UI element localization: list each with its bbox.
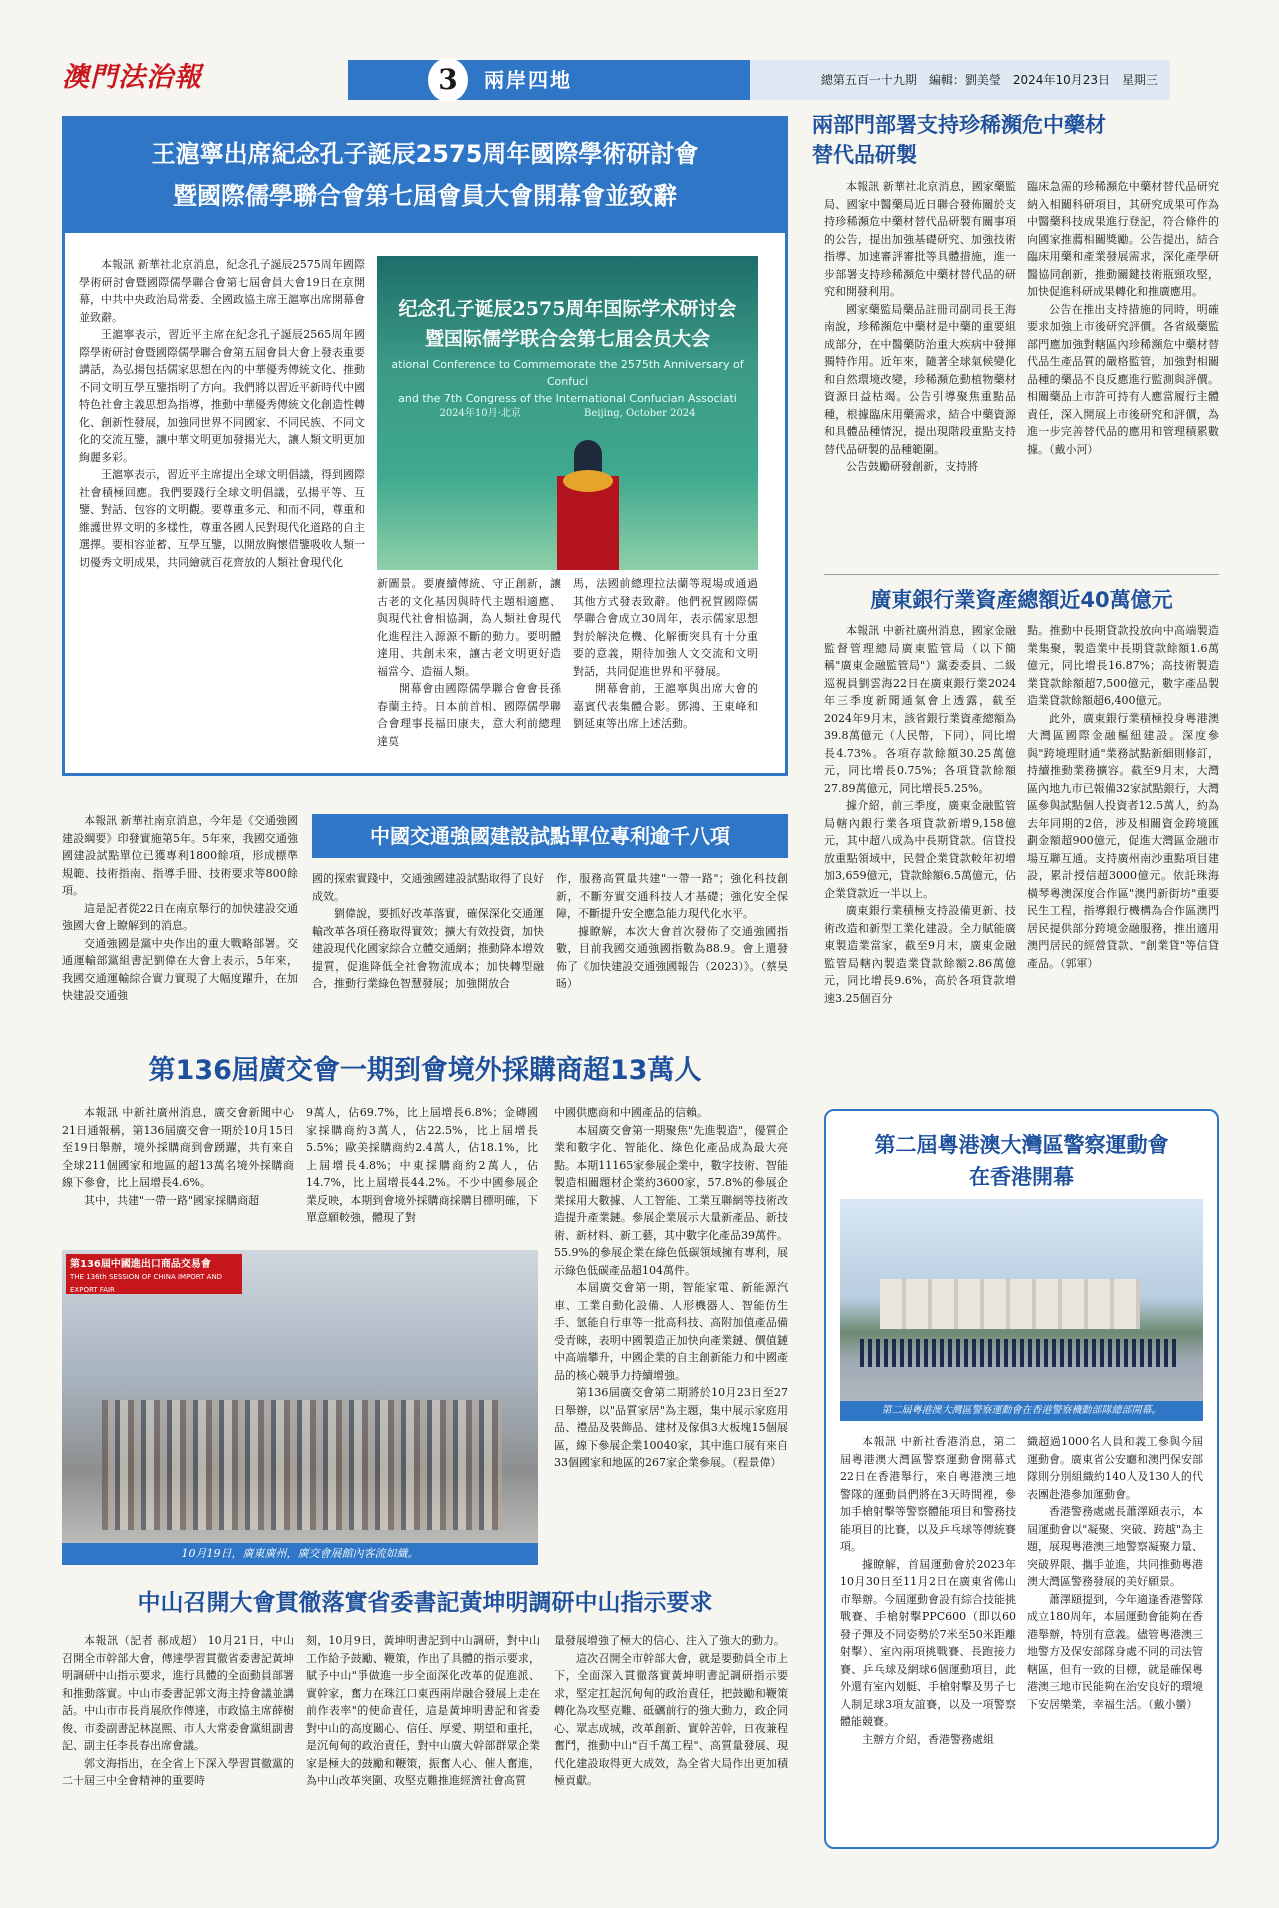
paragraph: 交通強國是黨中央作出的重大戰略部署。交通運輸部黨組書記劉偉在大會上表示，5年來，我國交通運輸綜合實力實現了大幅度躍升，在加快建設交通強 — [62, 936, 298, 1002]
article-fair-col-3 — [554, 1104, 788, 1570]
headline-line-2: 替代品研製 — [812, 143, 917, 167]
paragraph: 據介紹，前三季度，廣東金融監管局轄內銀行業各項貸款新增9,158億元，其中超八成為中長期貸款。信貸投放重點領域中，民營企業貸款較年初增加3,659億元，貸款餘額6.5萬億元，佔企業貸款近一半以上。 — [824, 799, 1016, 900]
paragraph: 郭文海指出，在全省上下深入學習貫徹黨的二十屆三中全會精神的重要時 — [62, 1756, 294, 1787]
issue-info: 總第五百一十九期 編輯：劉美瑩 2024年10月23日 星期三 — [820, 73, 1158, 87]
paragraph: 織超過1000名人員和義工參與今屆運動會。廣東省公安廳和澳門保安部隊則分別組織約140人及130人的代表團赴港參加運動會。 — [1027, 1435, 1203, 1501]
paragraph: 本屆廣交會第一期，智能家電、新能源汽車、工業自動化設備、人形機器人、智能仿生手、氫能自行車等一批高科技、高附加值產品備受青睞，表明中國製造正加快向產業鏈、價值鏈中高端攀升，中國企業的自主創新能力和中國產品的核心競爭力持續增強。 — [554, 1281, 788, 1382]
headline-line-1: 王滬寧出席紀念孔子誕辰2575周年國際學術研討會 — [151, 140, 699, 168]
headline-canton-fair: 第136屆廣交會一期到會境外採購商超13萬人 — [148, 1055, 702, 1086]
article-police-col-1 — [840, 1433, 1016, 1839]
article-medicine-col-1 — [824, 178, 1016, 564]
article-fair-col-2 — [306, 1104, 538, 1244]
conference-photo — [377, 256, 758, 570]
canton-fair-photo — [62, 1250, 538, 1565]
headline-line-2: 暨國際儒學聯合會第七屆會員大會開幕會並致辭 — [173, 182, 677, 210]
paragraph: 刻，10月9日，黃坤明書記到中山調研，對中山工作給予鼓勵、鞭策，作出了具體的指示要求，賦予中山"爭做進一步全面深化改革的促進派、實幹家，奮力在珠江口東西兩岸融合發展上走在前作表率"的使命責任，這是黃坤明書記和省委對中山的高度關心、信任、厚愛、期望和重托，是沉甸甸的政治責任，對中山廣大幹部群眾企業家是極大的鼓勵和鞭策，振奮人心、催人奮進，為中山改革突圍、攻堅克難推進經濟社會高質 — [306, 1634, 540, 1787]
paragraph: 主辦方介紹，香港警務處組 — [862, 1732, 994, 1746]
divider — [824, 574, 1219, 575]
page-number: 3 — [428, 58, 468, 102]
paragraph: 香港警務處處長蕭澤頤表示，本屆運動會以"凝聚、突破、跨越"為主題，展現粵港澳三地警察凝聚力量、突破界限、攜手並進，共同推動粵港澳大灣區警務發展的美好願景。 — [1027, 1505, 1203, 1588]
photo-caption: 第二屆粵港澳大灣區警察運動會在香港警察機動部隊總部開幕。 — [840, 1401, 1203, 1421]
paragraph: 國的探索實踐中，交通強國建設試點取得了良好成效。 — [312, 872, 544, 903]
headline-line-1: 第二屆粵港澳大灣區警察運動會 — [874, 1133, 1169, 1157]
photo-banner-date — [377, 404, 758, 419]
article-police-col-2 — [1027, 1433, 1203, 1839]
paragraph: 臨床急需的珍稀瀕危中藥材替代品研究納入相關科研項目，其研究成果可作為中醫藥科技成果進行登記，符合條件的向國家推薦相關獎勵。公告提出，結合臨床用藥和產業發展需求，深化產學研醫協同創新，推動關鍵技術瓶頸攻堅，加快促進科研成果轉化和推廣應用。 — [1027, 180, 1219, 298]
paragraph: 第136屆廣交會第二期將於10月23日至27日舉辦，以"品質家居"為主題，集中展示家庭用品、禮品及裝飾品、建材及傢俱3大板塊15個展區，線下參展企業10040家，其中進口展有來自33個國家和地區的267家企業參展。（程景偉） — [554, 1386, 788, 1469]
paragraph: 國家藥監局藥品註冊司副司長王海南說，珍稀瀕危中藥材是中藥的重要組成部分，在中醫藥防治重大疾病中發揮獨特作用。近年來，隨著全球氣候變化和自然環境改變，珍稀瀕危動植物藥材資源日益枯竭。公告引導聚焦重點品種，根據臨床用藥需求，結合中藥資源和具體品種情況，提出現階段重點支持替代品研製的品種範圍。 — [824, 302, 1016, 456]
building-illustration — [880, 1279, 1140, 1329]
paragraph: 本報訊 中新社廣州消息，廣交會新聞中心21日通報稱，第136屆廣交會一期於10月15日至19日舉辦，境外採購商到會踴躍，共有來自全球211個國家和地區的超13萬名境外採購商線下參會，比上屆增長4.6%。 — [62, 1106, 294, 1189]
photo-banner-en — [377, 356, 758, 407]
crowd-illustration — [102, 1400, 502, 1530]
paragraph: 開幕會前，王滬寧與出席大會的嘉賓代表集體合影。鄧鴻、王東峰和劉延東等出席上述活動。 — [573, 682, 758, 730]
paragraph: 中國供應商和中國產品的信賴。 — [554, 1106, 708, 1119]
paragraph: 馬，法國前總理拉法蘭等現場或通過其他方式發表致辭。他們祝賀國際儒學聯合會成立30周年，表示儒家思想對於解決危機、化解衝突具有十分重要的意義，期待加強人文交流和文明對話，共同促進世界和平發展。 — [573, 577, 758, 678]
paragraph: 其中，共建"一帶一路"國家採購商超 — [84, 1193, 260, 1207]
paragraph: 作，服務高質量共建"一帶一路"；強化科技創新，不斷夯實交通科技人才基礎；強化安全保障，不斷提升安全應急能力現代化水平。 — [556, 872, 788, 920]
photo-caption: 10月19日，廣東廣州，廣交會展館內客流如織。 — [62, 1543, 538, 1565]
paragraph: 王滬寧表示，習近平主席在紀念孔子誕辰2565周年國際學術研討會暨國際儒學聯合會第五屆會員大會上發表重要講話，為弘揚包括儒家思想在內的中華優秀傳統文化、推動不同文明互學互鑒指明了方向。我們將以習近平新時代中國特色社會主義思想為指導，推動中華優秀傳統文化創造性轉化、創新性發展，加強同世界不同國家、不同民族、不同文化的交流互鑒，讓中華文明更加發揚光大，讓人類文明更加絢麗多彩。 — [79, 328, 365, 464]
article-zhongshan-col-2 — [306, 1632, 540, 1862]
headline-zhongshan: 中山召開大會貫徹落實省委書記黃坤明調研中山指示要求 — [137, 1590, 713, 1616]
paragraph: 本報訊 新華社北京消息，國家藥監局、國家中醫藥局近日聯合發佈關於支持珍稀瀕危中藥材替代品研製有關事項的公告，提出加強基礎研究、加強技術指導、加速審評審批等具體措施，進一步部署支持珍稀瀕危中藥材替代品的研究和開發利用。 — [824, 180, 1016, 298]
article-fair-col-1 — [62, 1104, 294, 1244]
headline-guangdong-banking: 廣東銀行業資產總額近40萬億元 — [870, 588, 1173, 612]
banner-cn-line-1: 纪念孔子诞辰2575周年国际学术研讨会 — [398, 298, 737, 320]
banner-en-line-2: and the 7th Congress of the International Confucian Associati — [398, 392, 737, 405]
banner-date-en: Beijing, October 2024 — [584, 408, 696, 419]
newspaper-logo: 澳門法治報 — [62, 62, 202, 93]
paragraph: 據瞭解，首屆運動會於2023年10月30日至11月2日在廣東省佛山市舉辦。今屆運動會設有綜合技能挑戰賽、手槍射擊PPC600（即以60發子彈及不同姿勢於7米至50米距離射擊）、室內兩項挑戰賽、長跑接力賽、乒乓球及網球6個運動項目，此外還有室內划艇、手槍射擊及男子七人制足球3項友誼賽，以及一項警察體能競賽。 — [840, 1557, 1016, 1728]
article-body-col-1 — [79, 256, 365, 706]
section-title: 兩岸四地 — [484, 68, 572, 92]
article-transport-col-3 — [556, 870, 788, 1066]
section-bar — [348, 60, 750, 100]
paragraph: 新圖景。要賡續傳統、守正創新，讓古老的文化基因與時代主題相適應、與現代社會相協調，為人類社會現代化進程注入源源不斷的動力。要明體達用、共創未來，讓古老文明更好造福當今、造福人類。 — [377, 577, 561, 678]
fair-banner — [66, 1254, 242, 1294]
article-transport-col-2 — [312, 870, 544, 1066]
masthead — [62, 58, 1170, 100]
paragraph: 點。推動中長期貸款投放向中高端製造業集聚，製造業中長期貸款餘額1.6萬億元，同比增長16.87%；高技術製造業貸款餘額超7,500億元，數字產品製造業貸款餘額超6,400億元。 — [1027, 624, 1219, 707]
paragraph: 本報訊 中新社香港消息，第二屆粵港澳大灣區警察運動會開幕式22日在香港舉行，來自粵港澳三地警隊的運動員們將在3天時間裡，參加手槍射擊等警察體能項目和警務技能項目的比賽，以及乒乓球等傳統賽項。 — [840, 1435, 1016, 1553]
banner-en-line-1: ational Conference to Commemorate the 2575th Anniversary of Confuci — [391, 358, 744, 388]
paragraph: 劉偉說，要抓好改革落實，確保深化交通運輸改革各項任務取得實效；擴大有效投資，加快建設現代化國家綜合立體交通網；推動降本增效提質，促進降低全社會物流成本；加快轉型融合，推動行業綠色智慧發展；加強開放合 — [312, 907, 544, 990]
headline-line-2: 在香港開幕 — [969, 1165, 1074, 1189]
article-body-col-2 — [377, 575, 561, 765]
article-zhongshan-col-3 — [554, 1632, 788, 1862]
paragraph: 蕭澤頤提到，今年適逢香港警隊成立180周年，本屆運動會能夠在香港舉辦，特別有意義。儘管粵港澳三地警方及保安部隊身處不同的司法管轄區，但有一致的目標，就是確保粵港澳三地市民能夠在治安良好的環境下安居樂業，幸福生活。（戴小蠻） — [1027, 1592, 1203, 1711]
article-medicine-col-2 — [1027, 178, 1219, 564]
masthead-band — [348, 60, 1170, 100]
paragraph: 據瞭解，本次大會首次發佈了交通強國指數，目前我國交通強國指數為88.9。會上還發佈了《加快建設交通強國報告（2023）》。（蔡昊旸） — [556, 924, 788, 990]
banner-date-cn: 2024年10月·北京 — [439, 408, 521, 419]
headline-line-1: 兩部門部署支持珍稀瀕危中藥材 — [812, 113, 1106, 137]
paragraph: 本報訊 中新社廣州消息，國家金融監督管理總局廣東監管局（以下簡稱"廣東金融監管局"）黨委委員、二級巡視員劉雲海22日在廣東銀行業2024年三季度新聞通氣會上透露，截至2024年9月末，該省銀行業資產總額為39.8萬億元（人民幣，下同），同比增長4.73%。各項存款餘額30.25萬億元，同比增長0.75%；各項貸款餘額27.89萬億元，同比增長5.25%。 — [824, 624, 1016, 795]
flower-arrangement — [563, 470, 613, 492]
headline-banner — [65, 119, 785, 233]
banner-cn-line-2: 暨国际儒学联合会第七届会员大会 — [424, 328, 710, 350]
headline-medicine — [812, 110, 1232, 170]
article-transport-col-1 — [62, 812, 298, 1066]
paragraph: 量發展增強了極大的信心、注入了強大的動力。 — [554, 1634, 785, 1647]
paragraph: 這是記者從22日在南京舉行的加快建設交通強國大會上瞭解到的消息。 — [62, 901, 298, 932]
fair-banner-cn: 第136屆中國進出口商品交易會 — [70, 1259, 211, 1270]
paragraph: 此外，廣東銀行業積極投身粵港澳大灣區國際金融樞紐建設。深度參與"跨境理財通"業務試點新細則修訂，持續推動業務擴容。截至9月末，大灣區內地九市已報備32家試點銀行，大灣區參與試點個人投資者12.5萬人，約為去年同期的2倍，涉及相關資金跨境匯劃金額超900億元，促進大灣區金融市場互聯互通。支持廣州南沙重點項目建設，累計授信超3000億元。依託珠海橫琴粵澳深度合作區"澳門新街坊"重要民生工程，指導銀行機構為合作區澳門居民提供部分跨境金融服務，推出適用澳門居民的經營貸款、"創業貸"等信貸產品。（郭軍） — [1027, 711, 1219, 970]
paragraph: 公告鼓勵研發創新，支持將 — [846, 460, 978, 473]
paragraph: 本報訊（記者 郝成超） 10月21日，中山召開全市幹部大會，傳達學習貫徹省委書記黃坤明調研中山指示要求，進行具體的全面動員部署和推動落實。中山市委書記郭文海主持會議並講話。中山市市長肖展欣作傳達，市政協主席薛樹俊、市委副書記林崑熙、市人大常委會黨組副書記、副主任李長春出席會議。 — [62, 1634, 294, 1752]
police-formation-illustration — [860, 1339, 1180, 1367]
article-body-col-3 — [573, 575, 758, 765]
police-games-photo — [840, 1199, 1203, 1421]
paragraph: 9萬人，佔69.7%，比上屆增長6.8%；金磚國家採購商約3萬人，佔22.5%，比上屆增長5.5%；歐美採購商約2.4萬人，佔18.1%，比上屆增長4.8%；中東採購商約2萬人，佔14.7%，比上屆增長44.2%。不少中國參展企業反映，本期到會境外採購商採購目標明確，下單意願較強，體現了對 — [306, 1106, 538, 1224]
article-banking-col-2 — [1027, 622, 1219, 1088]
headline-police-games — [836, 1129, 1207, 1193]
article-police-games — [824, 1109, 1219, 1849]
paragraph: 開幕會由國際儒學聯合會會長孫春蘭主持。日本前首相、國際儒學聯合會理事長福田康夫，意大利前總理達莫 — [377, 682, 561, 748]
paragraph: 本報訊 新華社南京消息，今年是《交通強國建設綱要》印發實施第5年。5年來，我國交通強國建設試點單位已獲專利1800餘項，形成標準規範、技術指南、指導手冊、技術要求等800餘項。 — [62, 814, 298, 897]
paragraph: 王滬寧表示，習近平主席提出全球文明倡議，得到國際社會積極回應。我們要踐行全球文明倡議，弘揚平等、互鑒、對話、包容的文明觀。要尊重多元、和而不同，尊重和維護世界文明的多樣性，尊重各國人民對現代化道路的自主選擇。要相容並蓄、互學互鑒，以開放胸懷借鑒吸收人類一切優秀文明成果，共同繪就百花齊放的人類社會現代化 — [79, 468, 365, 569]
fair-banner-en: THE 136th SESSION OF CHINA IMPORT AND EXPORT FAIR — [70, 1273, 223, 1294]
headline-transport: 中國交通強國建設試點單位專利逾千八項 — [312, 814, 788, 858]
article-confucius-conference — [62, 116, 788, 776]
paragraph: 廣東銀行業積極支持設備更新、技術改造和新型工業化建設。全力賦能廣東製造業當家，截至9月末，廣東金融監管局轄內製造業貸款餘額2.86萬億元，同比增長9.6%，高於各項貸款增速3.25個百分 — [824, 904, 1016, 1005]
article-zhongshan-col-1 — [62, 1632, 294, 1862]
paragraph: 本報訊 新華社北京消息，紀念孔子誕辰2575周年國際學術研討會暨國際儒學聯合會第七屆會員大會19日在京開幕，中共中央政治局常委、全國政協主席王滬寧出席開幕會並致辭。 — [79, 258, 365, 324]
paragraph: 本屆廣交會第一期聚焦"先進製造"，優質企業和數字化、智能化、綠色化產品成為最大亮點。本期11165家參展企業中，數字技術、智能製造相關題材企業約3600家，57.8%的參展企業採用大數據、人工智能、工業互聯網等技術改造提升產業鏈。參展企業展示大量新產品、新技術、新材料、新工藝，其中數字化產品39萬件。55.9%的參展企業在綠色低碳領域擁有專利，展示綠色低碳產品超104萬件。 — [554, 1123, 788, 1277]
photo-banner-cn — [377, 294, 758, 354]
paragraph: 公告在推出支持措施的同時，明確要求加強上市後研究評價。各省級藥監部門應加強對轄區內珍稀瀕危中藥材替代品生產品質的嚴格監管，加強對相關品種的藥品不良反應進行監測與評價。相關藥品上市許可持有人應當履行主體責任，深入開展上市後研究和評價，為進一步完善替代品的應用和管理積累數據。（戴小河） — [1027, 302, 1219, 456]
article-banking-col-1 — [824, 622, 1016, 1088]
paragraph: 這次召開全市幹部大會，就是要動員全市上下，全面深入貫徹落實黃坤明書記調研指示要求，堅定扛起沉甸甸的政治責任，把鼓勵和鞭策轉化為攻堅克難、砥礪前行的強大動力，政企同心、眾志成城，改革創新、實幹苦幹，日夜兼程奮鬥，推動中山"百千萬工程"、高質量發展、現代化建設取得更大成效，為全省大局作出更加積極貢獻。 — [554, 1651, 788, 1787]
